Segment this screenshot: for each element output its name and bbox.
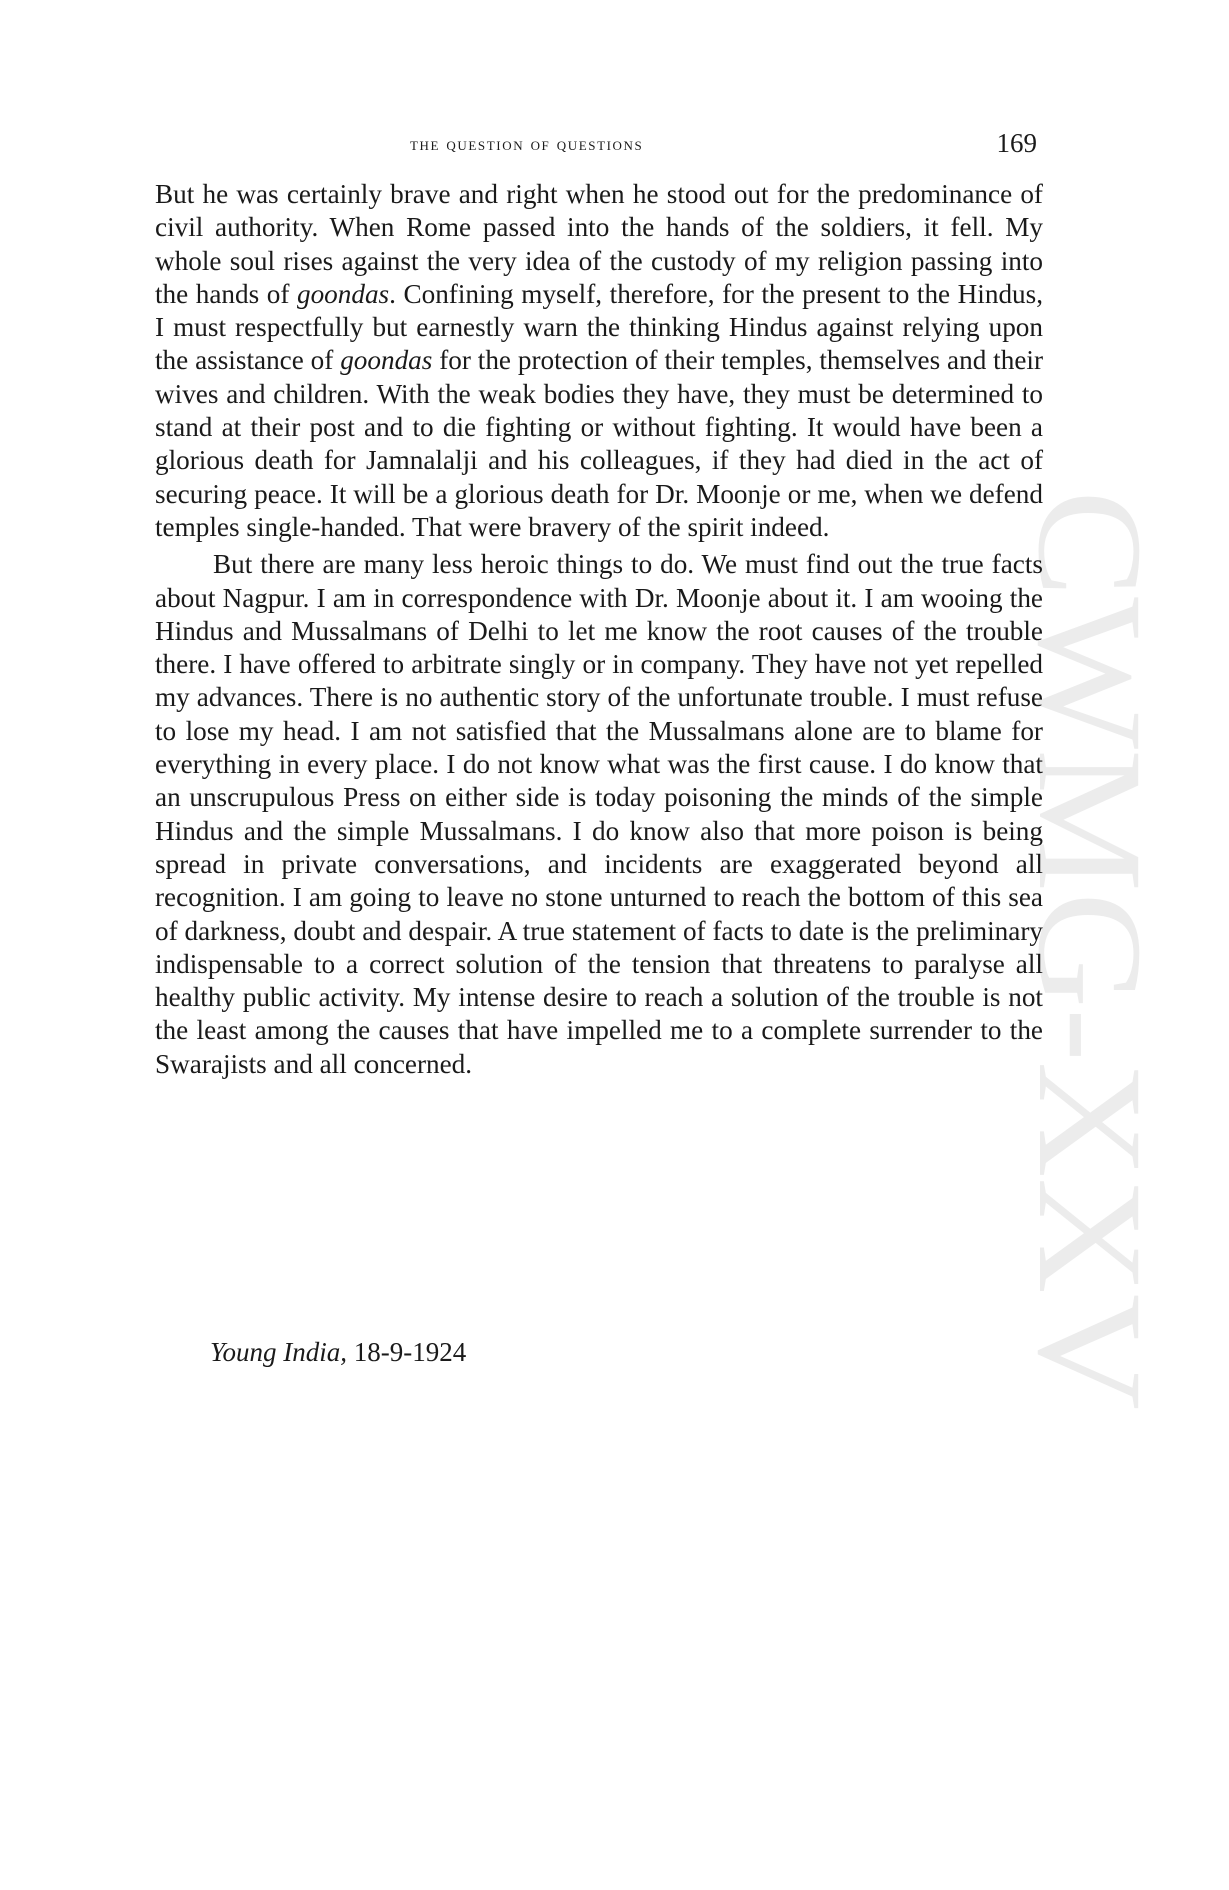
- paragraph-1-part-1: But he was certainly brave and right when he stood out for the predominance of civil authority. When Rome passed into the hands of the soldiers, it fell. My whole soul rises against the very idea of the custody of my religion passing into the hands of: [155, 179, 1043, 309]
- running-header: [155, 128, 1045, 168]
- paragraph-2: But there are many less heroic things to do. We must find out the true facts about Nagpur. I am in correspondence with Dr. Moonje about it. I am wooing the Hindus and Mussalmans of Delhi to let me know the root causes of the trouble there. I have offered to arbitrate singly or in company. They have not yet repelled my advances. There is no authentic story of the unfortunate trouble. I must refuse to lose my head. I am not satisfied that the Mussalmans alone are to blame for everything in every place. I do not know what was the first cause. I do know that an unscrupulous Press on either side is today poisoning the minds of the simple Hindus and the simple Mussalmans. I do know also that more poison is being spread in private conversations, and incidents are exaggerated beyond all recognition. I am going to leave no stone unturned to reach the bottom of this sea of darkness, doubt and despair. A true statement of facts to date is the preliminary indispensable to a correct solution of the tension that threatens to paralyse all healthy public activity. My intense desire to reach a solution of the trouble is not the least among the causes that have impelled me to a complete surrender to the Swarajists and all concerned.: [155, 549, 1043, 1079]
- page-number: 169: [996, 128, 1037, 158]
- paragraph-1: [155, 178, 1043, 544]
- italic-goondas-1: goondas: [296, 278, 390, 309]
- citation-source: Young India,: [210, 1337, 348, 1367]
- paragraph-1-part-2: . Confining myself, therefore, for the present to the Hindus, I must respectfully but earnestly warn the thinking Hindus against relying upon the assistance of: [155, 278, 1044, 376]
- body-text: [155, 178, 1043, 1081]
- running-title: the question of questions: [410, 134, 644, 155]
- italic-goondas-2: goondas: [340, 345, 433, 376]
- paragraph-1-part-3: for the protection of their temples, themselves and their wives and children. With the weak bodies they have, they must be determined to stand at their post and to die fighting or without fighting. It would have been a glorious death for Jamnalalji and his colleagues, if they had died in the act of securing peace. It will be a glorious death for Dr. Moonje or me, when we defend temples single-handed. That were bravery of the spirit indeed.: [155, 345, 1043, 542]
- watermark-text: CWMG-XXV: [1007, 490, 1170, 1349]
- citation-date: 18-9-1924: [353, 1337, 467, 1367]
- citation: [210, 1336, 466, 1369]
